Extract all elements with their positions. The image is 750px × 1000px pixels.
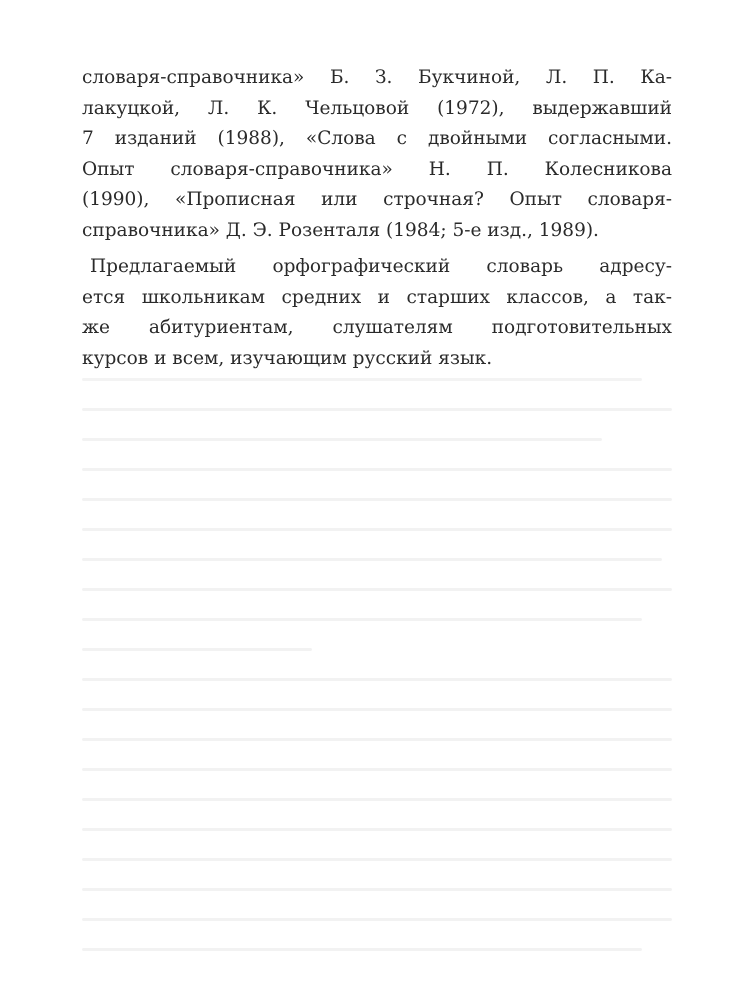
text-line: справочника» Д. Э. Розенталя (1984; 5-е изд., 1989).	[82, 219, 599, 241]
show-through-line	[82, 948, 642, 951]
show-through-line	[82, 888, 672, 891]
show-through-background	[82, 370, 672, 960]
text-line: (1990), «Прописная или строчная? Опыт словаря-	[82, 189, 672, 210]
text-line: Опыт словаря-справочника» Н. П. Колесникова	[82, 158, 672, 180]
text-line: 7 изданий (1988), «Слова с двойными согласными.	[82, 128, 672, 149]
show-through-line	[82, 828, 672, 831]
text-line: лакуцкой, Л. К. Чельцовой (1972), выдержавший	[82, 97, 672, 119]
show-through-line	[82, 918, 672, 921]
show-through-line	[82, 438, 602, 441]
show-through-line	[82, 708, 672, 711]
text-line: же абитуриентам, слушателям подготовительных	[82, 317, 672, 338]
paragraph-1	[82, 63, 672, 246]
text-line: ется школьникам средних и старших классов, а так-	[82, 286, 672, 308]
show-through-line	[82, 468, 672, 471]
text-line: Предлагаемый орфографический словарь адресу-	[90, 256, 672, 277]
show-through-line	[82, 648, 312, 651]
show-through-line	[82, 738, 672, 741]
text-line: курсов и всем, изучающим русский язык.	[82, 347, 493, 369]
show-through-line	[82, 618, 642, 621]
show-through-line	[82, 678, 672, 681]
paragraph-2	[82, 252, 672, 374]
show-through-line	[82, 498, 672, 501]
show-through-line	[82, 858, 672, 861]
show-through-line	[82, 798, 672, 801]
text-line: словаря-справочника» Б. З. Букчиной, Л. П. Ка-	[82, 67, 672, 88]
show-through-line	[82, 768, 672, 771]
show-through-line	[82, 528, 672, 531]
show-through-line	[82, 408, 672, 411]
show-through-line	[82, 378, 642, 381]
show-through-line	[82, 588, 672, 591]
show-through-line	[82, 558, 662, 561]
body-text	[82, 63, 672, 374]
